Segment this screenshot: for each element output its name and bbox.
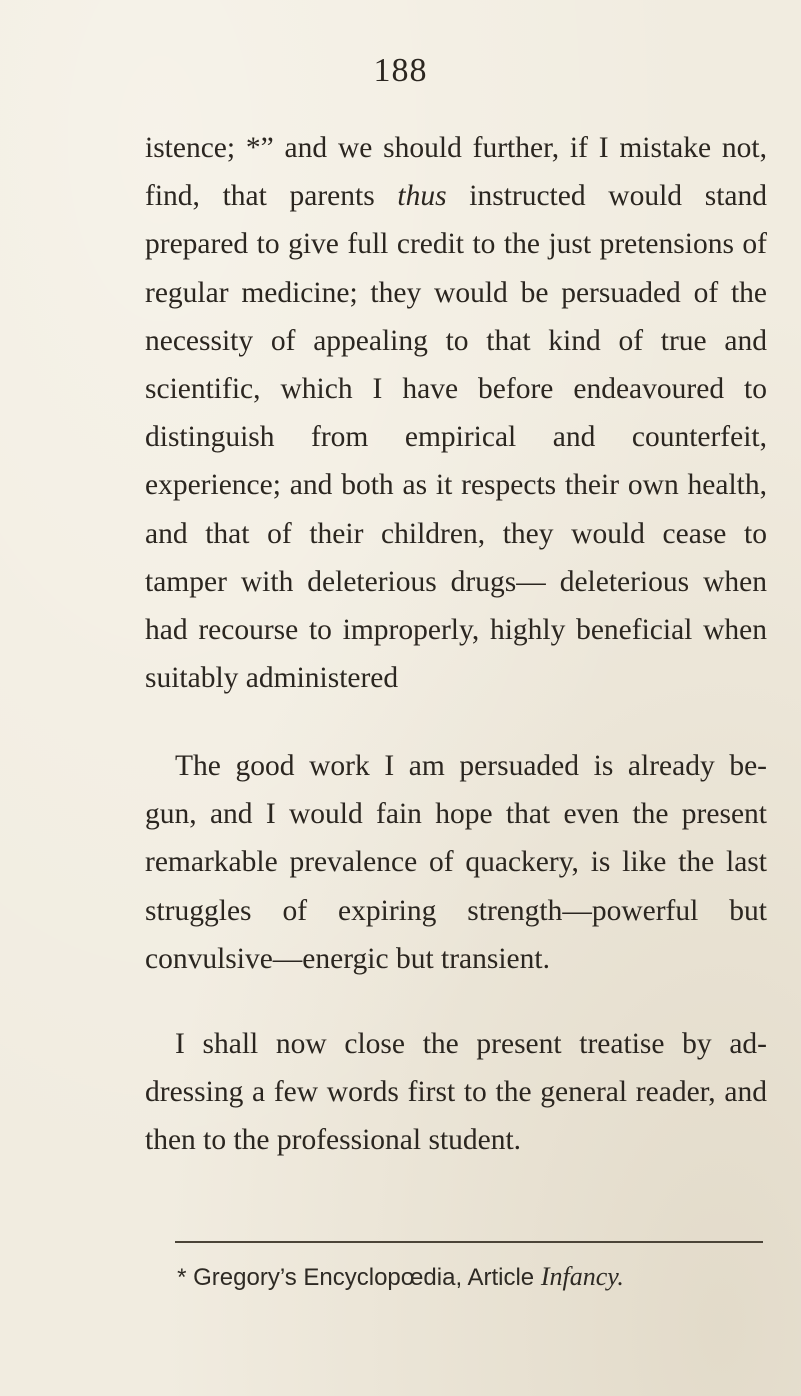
paragraph-1-start: istence; *” and we should further, if I mistake not, find, that parents [145,132,767,213]
page-number: 188 [373,52,428,89]
paragraph-3 [145,1020,767,1165]
paragraph-2-text: The good work I am persuaded is already be- gun, and I would fain hope that even the present remarkable prevalence of quackery, is like the last struggles of expiring strength—powerful but convulsive—energic but transient. [145,750,767,975]
footnote-italic-title: Infancy. [540,1262,624,1291]
paragraph-3-text: I shall now close the present treatise by ad- dressing a few words first to the general reader, and then to the professional student. [145,1028,767,1157]
footnote-divider [175,1241,763,1243]
footnote-text: * Gregory’s Encyclopœdia, Article [177,1264,541,1291]
paragraph-2 [145,742,767,983]
paragraph-1-italic-word: thus [397,180,447,213]
paragraph-1-text [145,124,767,702]
footnote [0,1262,801,1292]
paragraph-1-end: instructed would stand prepared to give full credit to the just pretensions of regular medicine; they would be persuaded of the necessity of appealing to that kind of true and scientific, which I have before endeavoured to distinguish from empirical and counterfeit, experience; and both as it respects their own health, and that of their children, they would cease to tamper with deleterious drugs— deleterious when had recourse to improperly, highly beneficial when suitably administered [145,180,767,695]
paragraph-1 [145,124,767,702]
